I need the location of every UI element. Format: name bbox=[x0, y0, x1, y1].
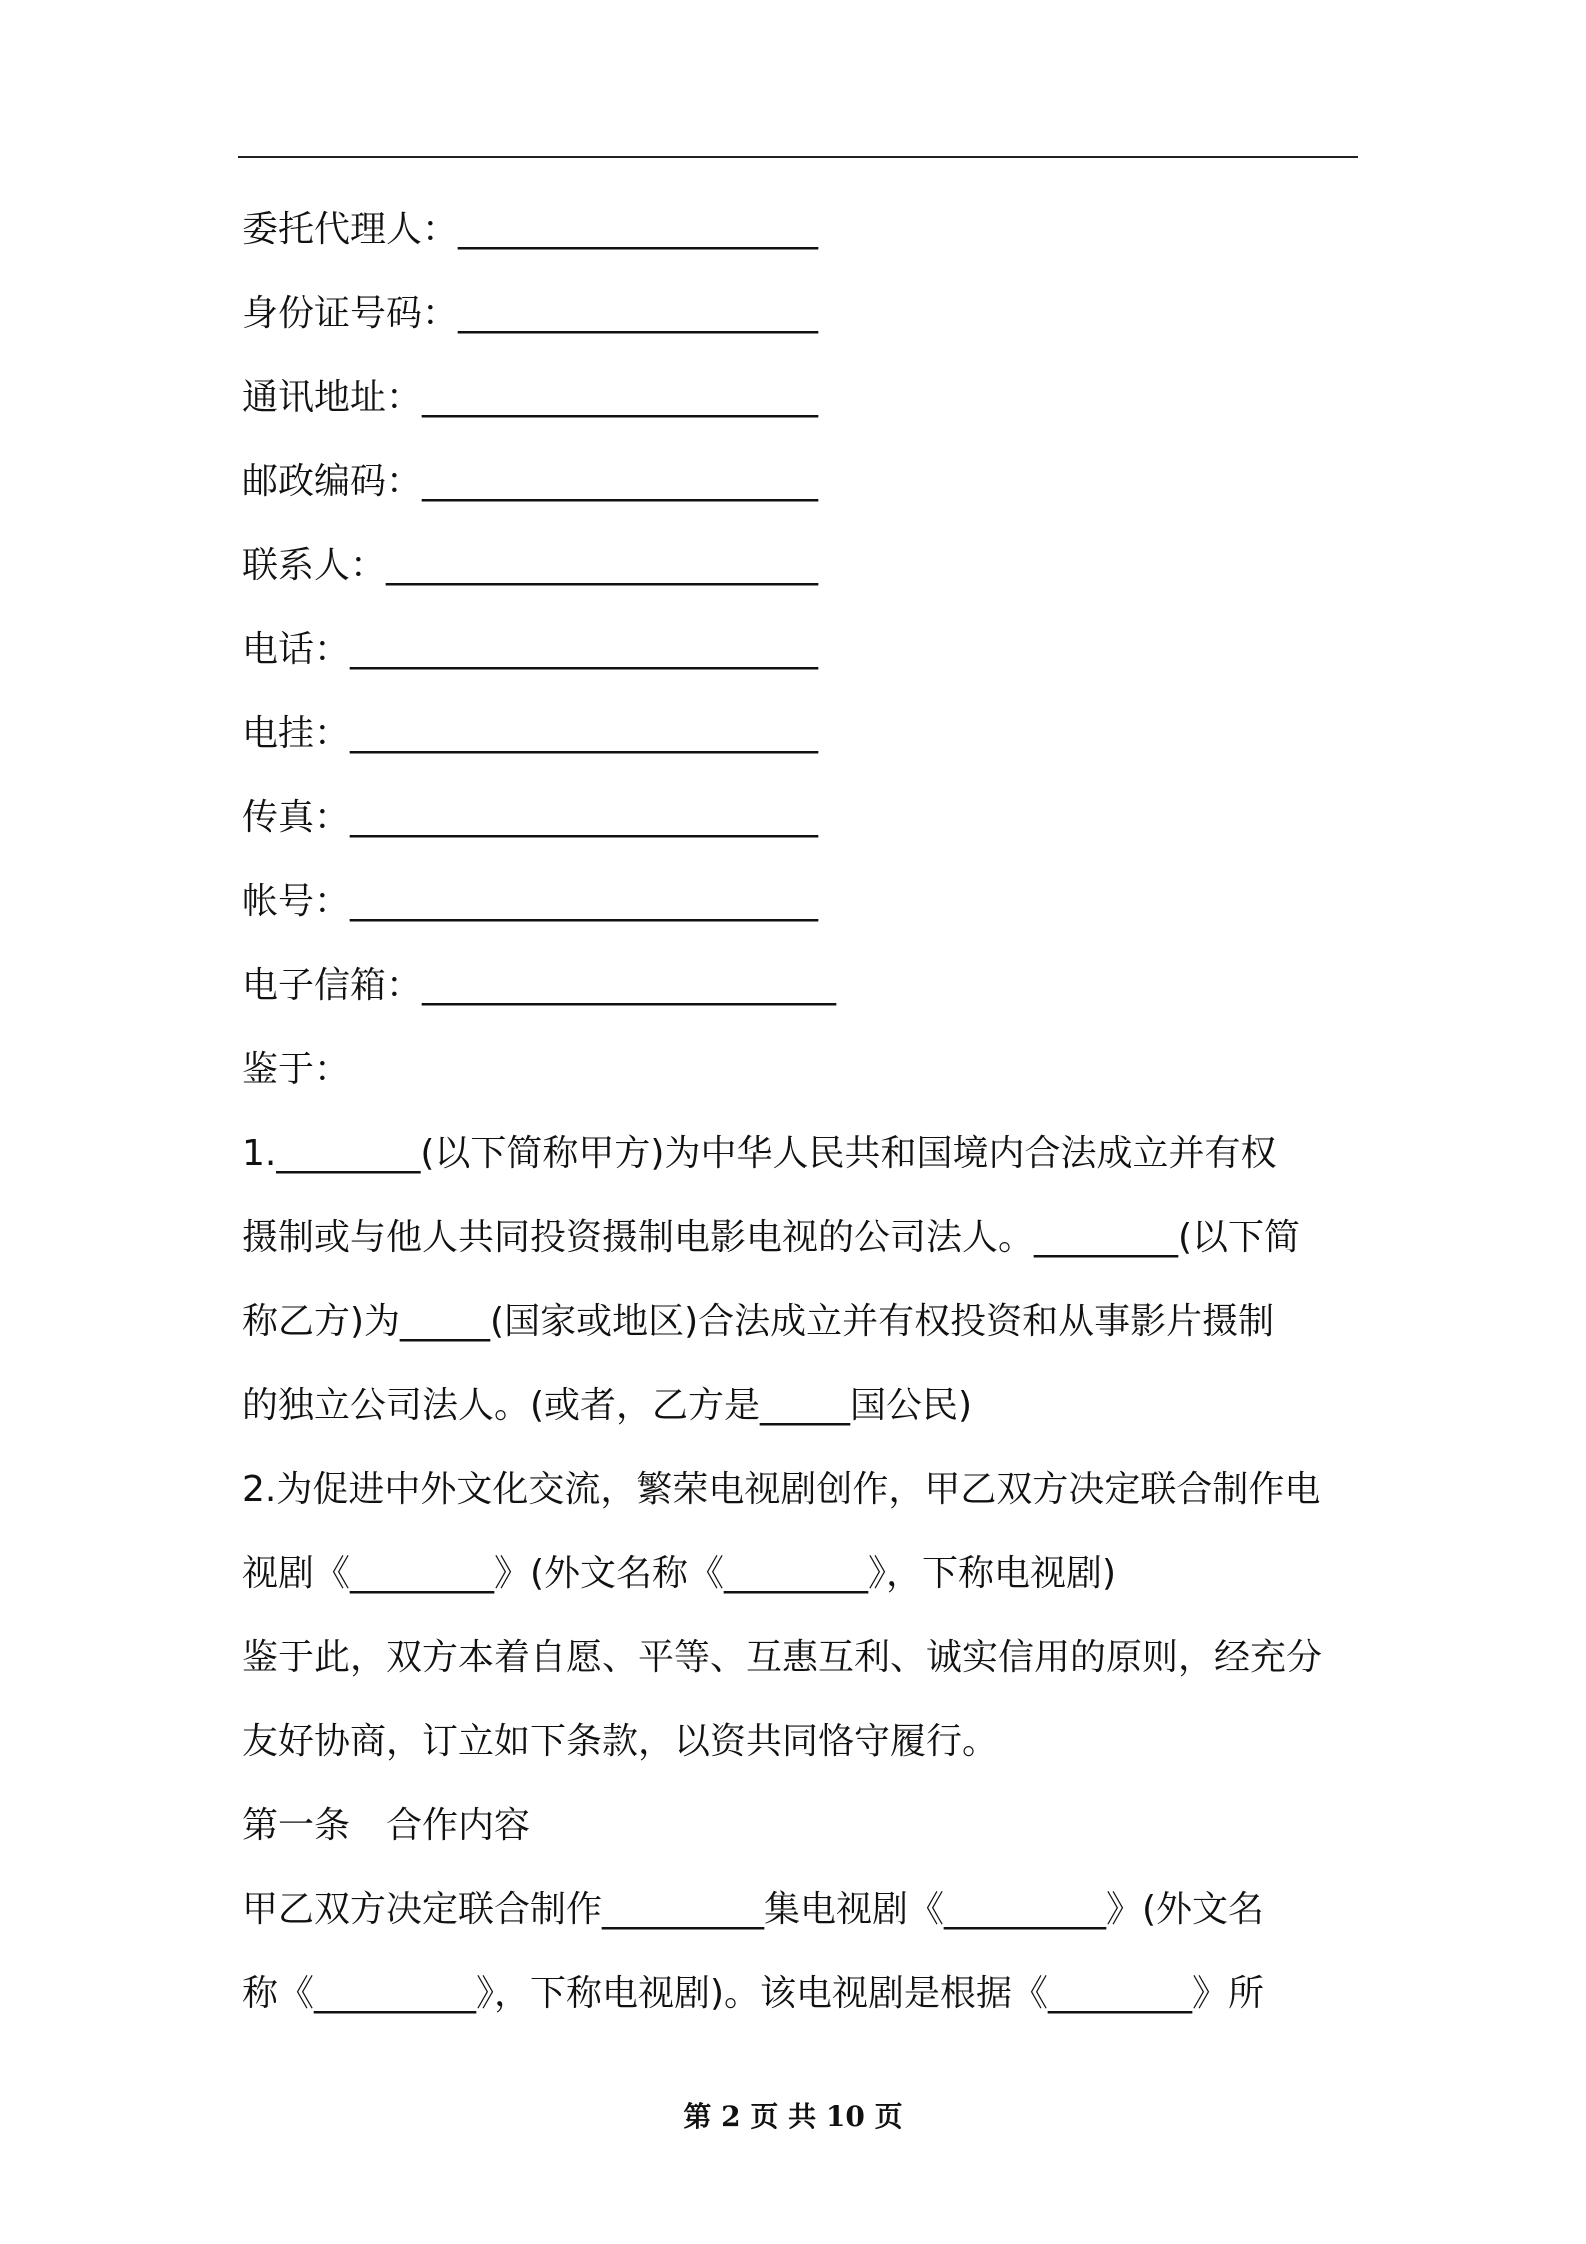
email-field: 电子信箱：_______________________ bbox=[242, 965, 837, 1006]
document-body bbox=[242, 188, 1360, 2036]
paragraph-line: 视剧《________》(外文名称《________》，下称电视剧) bbox=[242, 1553, 1117, 1594]
page-number: 第 2 页 共 10 页 bbox=[683, 2100, 903, 2133]
paragraph-line: 称《_________》，下称电视剧)。该电视剧是根据《________》所 bbox=[242, 1973, 1265, 2014]
fax-field: 传真：__________________________ bbox=[242, 797, 819, 838]
whereas-heading: 鉴于： bbox=[242, 1049, 351, 1090]
contact-person-field: 联系人：________________________ bbox=[242, 545, 819, 586]
paragraph-line: 称乙方)为_____(国家或地区)合法成立并有权投资和从事影片摄制 bbox=[242, 1301, 1275, 1342]
phone-field: 电话：__________________________ bbox=[242, 629, 819, 670]
paragraph-line: 摄制或与他人共同投资摄制电影电视的公司法人。________(以下简 bbox=[242, 1217, 1301, 1258]
paragraph-line: 2.为促进中外文化交流，繁荣电视剧创作，甲乙双方决定联合制作电 bbox=[242, 1469, 1321, 1510]
paragraph-line: 甲乙双方决定联合制作_________集电视剧《_________》(外文名 bbox=[242, 1889, 1265, 1930]
proxy-agent-field: 委托代理人：____________________ bbox=[242, 209, 819, 250]
id-number-field: 身份证号码：____________________ bbox=[242, 293, 819, 334]
account-field: 帐号：__________________________ bbox=[242, 881, 819, 922]
address-field: 通讯地址：______________________ bbox=[242, 377, 819, 418]
telegraph-field: 电挂：__________________________ bbox=[242, 713, 819, 754]
paragraph-line: 友好协商，订立如下条款，以资共同恪守履行。 bbox=[242, 1721, 999, 1762]
article-one-heading: 第一条 合作内容 bbox=[242, 1805, 531, 1846]
postal-code-field: 邮政编码：______________________ bbox=[242, 461, 819, 502]
header-rule bbox=[238, 156, 1358, 158]
paragraph-line: 的独立公司法人。(或者，乙方是_____国公民) bbox=[242, 1385, 973, 1426]
paragraph-line: 1.________(以下简称甲方)为中华人民共和国境内合法成立并有权 bbox=[242, 1133, 1277, 1174]
paragraph-line: 鉴于此，双方本着自愿、平等、互惠互利、诚实信用的原则，经充分 bbox=[242, 1637, 1323, 1678]
